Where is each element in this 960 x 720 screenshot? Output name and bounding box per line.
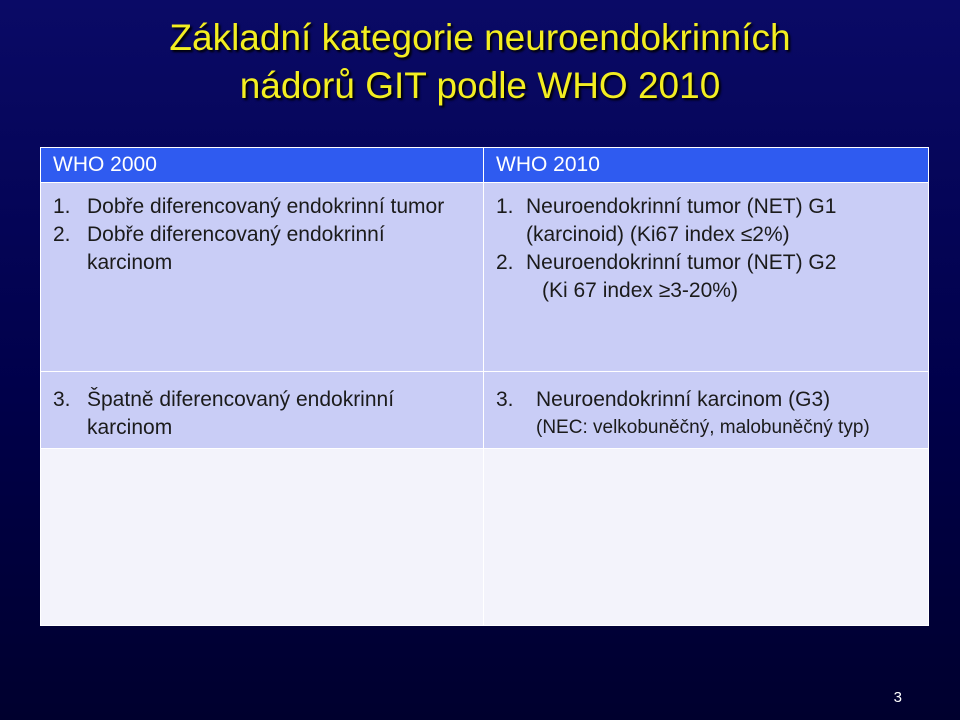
item-text: Dobře diferencovaný endokrinní karcinom <box>87 223 385 274</box>
item-number: 3. <box>496 388 514 411</box>
item-text: Neuroendokrinní karcinom (G3) <box>536 388 831 411</box>
list-item <box>496 193 918 221</box>
cell-who2010-nec <box>484 372 929 449</box>
table-row <box>41 183 929 372</box>
cell-who2000-poorly-differentiated <box>41 372 484 449</box>
empty-cell-left <box>41 449 484 626</box>
title-line-1: Základní kategorie neuroendokrinních <box>169 17 791 58</box>
list-item <box>53 386 473 442</box>
item-number: 3. <box>53 388 71 411</box>
cell-who2000-well-differentiated <box>41 183 484 372</box>
header-who-2000: WHO 2000 <box>41 148 484 183</box>
item-number: 1. <box>53 195 71 218</box>
table-row <box>41 372 929 449</box>
table-row-empty <box>41 449 929 626</box>
list-item <box>53 221 473 277</box>
item-text: Neuroendokrinní tumor (NET) G1 <box>526 195 837 218</box>
item-text: Dobře diferencovaný endokrinní tumor <box>87 195 445 218</box>
item-subtext: (NEC: velkobuněčný, malobuněčný typ) <box>536 417 870 438</box>
item-text: Neuroendokrinní tumor (NET) G2 <box>526 251 837 274</box>
title-line-2: nádorů GIT podle WHO 2010 <box>239 65 721 106</box>
slide-title <box>0 14 960 110</box>
item-number: 2. <box>53 223 71 246</box>
item-number: 1. <box>496 195 514 218</box>
page-number: 3 <box>893 689 902 706</box>
list-item <box>496 386 918 414</box>
header-who-2010: WHO 2010 <box>484 148 929 183</box>
item-number: 2. <box>496 251 514 274</box>
list-item <box>496 249 918 277</box>
cell-who2010-net <box>484 183 929 372</box>
empty-cell-right <box>484 449 929 626</box>
list-item <box>53 193 473 221</box>
item-subtext: (Ki 67 index ≥3-20%) <box>542 279 738 302</box>
classification-table <box>40 147 929 626</box>
item-text: Špatně diferencovaný endokrinní karcinom <box>87 388 395 439</box>
item-subtext: (karcinoid) (Ki67 index ≤2%) <box>526 223 790 246</box>
table-header-row <box>41 148 929 183</box>
